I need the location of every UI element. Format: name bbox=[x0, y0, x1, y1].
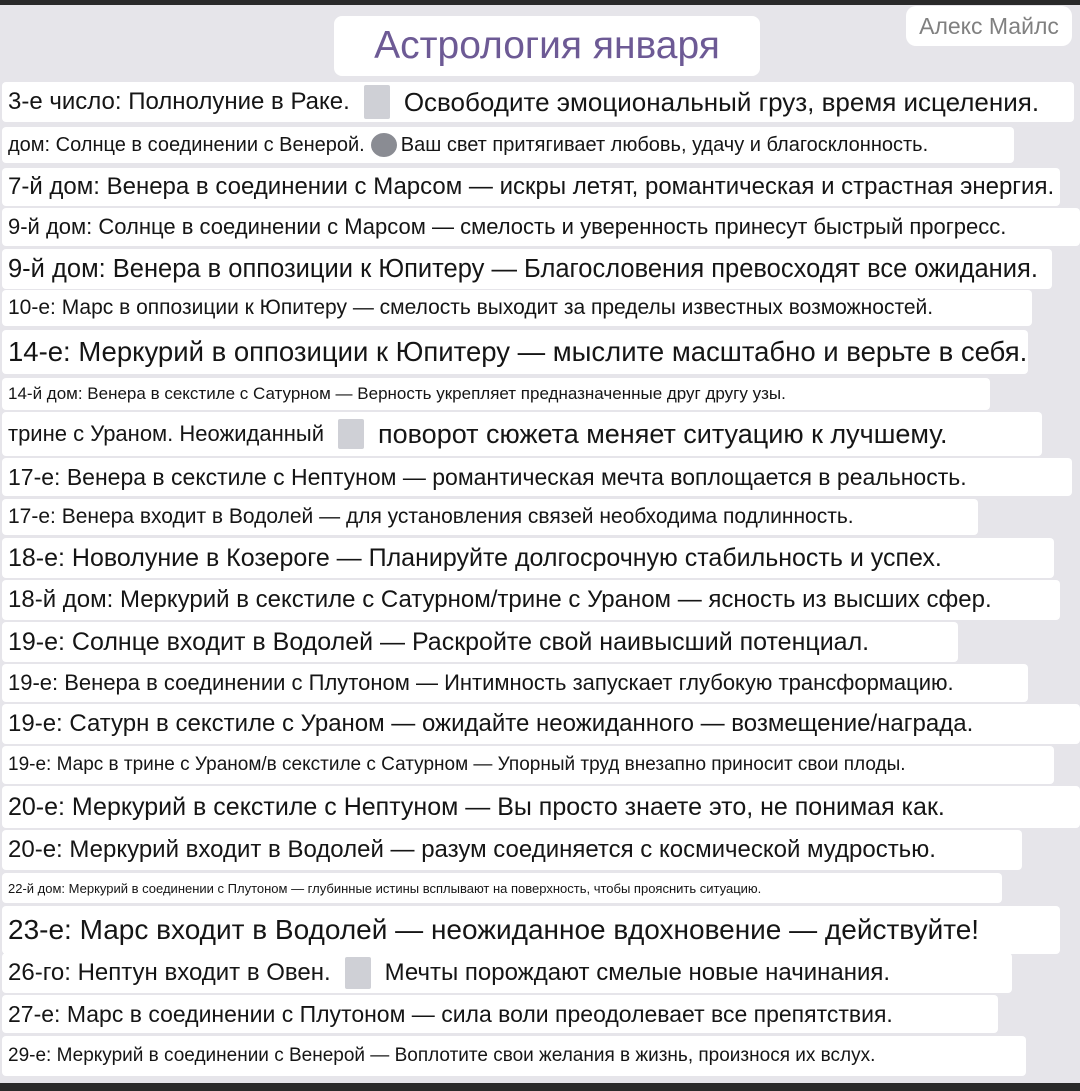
forecast-line-1-right: Освободите эмоциональный груз, время исцеления. bbox=[403, 86, 1040, 117]
line-gap-marker bbox=[345, 957, 371, 989]
forecast-line-18-text: 20-е: Меркурий в секстиле с Нептуном — Вы просто знаете это, не понимая как. bbox=[8, 792, 945, 821]
forecast-line-7 bbox=[2, 330, 1028, 374]
page-title bbox=[334, 16, 760, 76]
forecast-line-20-text: 22-й дом: Меркурий в соединении с Плутоном — глубинные истины всплывают на поверхность, чтобы прояснить ситуацию. bbox=[8, 880, 762, 896]
forecast-line-2 bbox=[2, 127, 1014, 163]
page-title-text: Астрология января bbox=[374, 24, 720, 67]
forecast-line-19 bbox=[2, 830, 1022, 870]
author-tag bbox=[906, 6, 1072, 46]
forecast-line-11 bbox=[2, 499, 978, 535]
forecast-line-10 bbox=[2, 458, 1072, 496]
forecast-line-6-text: 10-е: Марс в оппозиции к Юпитеру — смелость выходит за пределы известных возможностей. bbox=[8, 296, 934, 319]
forecast-line-11-text: 17-е: Венера входит в Водолей — для установления связей необходима подлинность. bbox=[8, 505, 854, 528]
forecast-line-3 bbox=[2, 168, 1060, 206]
forecast-line-7-text: 14-е: Меркурий в оппозиции к Юпитеру — мыслите масштабно и верьте в себя. bbox=[8, 336, 1028, 367]
forecast-line-9 bbox=[2, 412, 1042, 456]
forecast-line-12 bbox=[2, 538, 1054, 578]
forecast-line-21-text: 23-е: Марс входит в Водолей — неожиданное вдохновение — действуйте! bbox=[8, 914, 980, 945]
forecast-line-15 bbox=[2, 664, 1028, 702]
forecast-line-13 bbox=[2, 580, 1060, 620]
forecast-line-1 bbox=[2, 82, 1074, 122]
forecast-line-9-left: трине с Ураном. Неожиданный bbox=[8, 421, 324, 446]
forecast-line-14 bbox=[2, 622, 958, 662]
forecast-line-3-text: 7-й дом: Венера в соединении с Марсом — искры летят, романтическая и страстная энергия. bbox=[8, 173, 1055, 200]
author-name: Алекс Майлс bbox=[919, 12, 1059, 39]
top-frame-border bbox=[0, 0, 1080, 5]
forecast-line-17-text: 19-е: Марс в трине с Ураном/в секстиле с Сатурном — Упорный труд внезапно приносит свои плоды. bbox=[8, 754, 906, 775]
forecast-line-15-text: 19-е: Венера в соединении с Плутоном — Интимность запускает глубокую трансформацию. bbox=[8, 670, 954, 695]
forecast-line-8-text: 14-й дом: Венера в секстиле с Сатурном — Верность укрепляет предназначенные друг другу узы. bbox=[8, 384, 786, 403]
forecast-line-19-text: 20-е: Меркурий входит в Водолей — разум соединяется с космической мудростью. bbox=[8, 836, 936, 863]
bottom-frame-border bbox=[0, 1083, 1080, 1091]
forecast-line-14-text: 19-е: Солнце входит в Водолей — Раскройте свой наивысший потенциал. bbox=[8, 627, 870, 656]
forecast-line-4 bbox=[2, 208, 1080, 246]
forecast-line-21 bbox=[2, 906, 1060, 954]
forecast-line-13-text: 18-й дом: Меркурий в секстиле с Сатурном/трине с Ураном — ясность из высших сфер. bbox=[8, 586, 992, 613]
forecast-line-22-left: 26-го: Нептун входит в Овен. bbox=[8, 959, 331, 986]
forecast-line-2-left: дом: Солнце в соединении с Венерой. bbox=[8, 133, 365, 156]
forecast-line-1-left: 3-е число: Полнолуние в Раке. bbox=[8, 88, 350, 115]
line-gap-marker bbox=[371, 133, 397, 157]
forecast-line-23-text: 27-е: Марс в соединении с Плутоном — сила воли преодолевает все препятствия. bbox=[8, 1000, 893, 1027]
forecast-line-2-right: Ваш свет притягивает любовь, удачу и благосклонность. bbox=[400, 133, 929, 156]
line-gap-marker bbox=[338, 419, 364, 449]
forecast-line-6 bbox=[2, 290, 1032, 326]
forecast-line-24 bbox=[2, 1036, 1026, 1076]
forecast-line-16-text: 19-е: Сатурн в секстиле с Ураном — ожидайте неожиданного — возмещение/награда. bbox=[8, 710, 974, 737]
forecast-line-20 bbox=[2, 873, 1002, 903]
forecast-line-22-right: Мечты порождают смелые новые начинания. bbox=[384, 959, 891, 986]
forecast-line-8 bbox=[2, 378, 990, 410]
forecast-line-23 bbox=[2, 995, 998, 1033]
forecast-line-17 bbox=[2, 746, 1054, 784]
forecast-line-4-text: 9-й дом: Солнце в соединении с Марсом — смелость и уверенность принесут быстрый прогресс. bbox=[8, 214, 1007, 239]
forecast-line-5-text: 9-й дом: Венера в оппозиции к Юпитеру — Благословения превосходят все ожидания. bbox=[8, 254, 1038, 283]
line-gap-marker bbox=[364, 85, 390, 119]
forecast-line-9-right: поворот сюжета меняет ситуацию к лучшему. bbox=[378, 418, 948, 449]
forecast-line-18 bbox=[2, 786, 1080, 828]
forecast-line-22 bbox=[2, 953, 1012, 993]
forecast-line-24-text: 29-е: Меркурий в соединении с Венерой — Воплотите свои желания в жизнь, произнося их вслух. bbox=[8, 1045, 876, 1066]
forecast-line-10-text: 17-е: Венера в секстиле с Нептуном — романтическая мечта воплощается в реальность. bbox=[8, 463, 967, 490]
forecast-line-12-text: 18-е: Новолуние в Козероге — Планируйте долгосрочную стабильность и успех. bbox=[8, 543, 942, 572]
forecast-line-5 bbox=[2, 249, 1052, 289]
forecast-line-16 bbox=[2, 704, 1080, 744]
